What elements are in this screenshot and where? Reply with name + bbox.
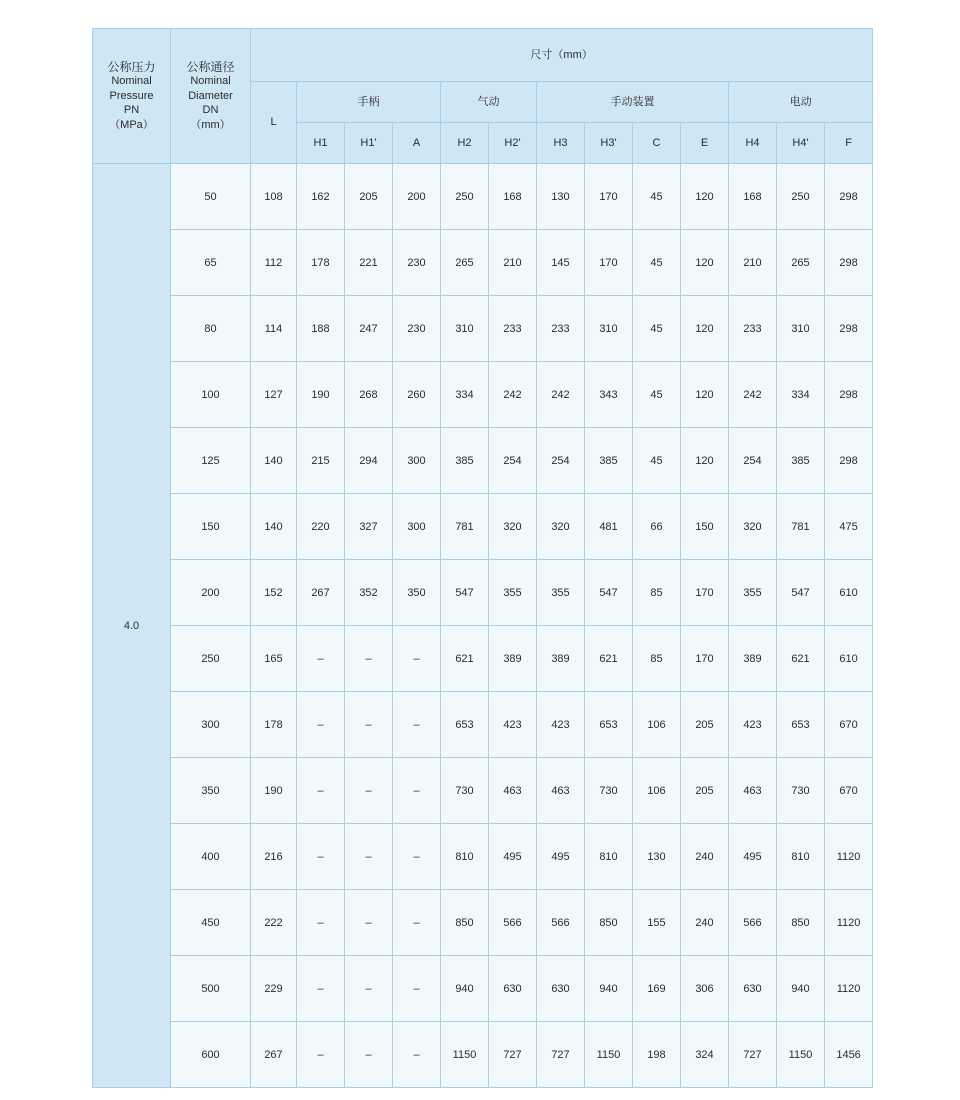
cell-h3: 630 <box>537 956 585 1022</box>
cell-h3p: 810 <box>585 824 633 890</box>
header-sub-h1: H1 <box>297 123 345 164</box>
cell-h3: 566 <box>537 890 585 956</box>
header-sub-e: E <box>681 123 729 164</box>
cell-e: 120 <box>681 230 729 296</box>
cell-h1: – <box>297 956 345 1022</box>
cell-h1p: – <box>345 758 393 824</box>
cell-a: – <box>393 626 441 692</box>
cell-h3p: 940 <box>585 956 633 1022</box>
table-row <box>93 1022 873 1088</box>
header-row-top <box>93 29 873 82</box>
pn-unit: （MPa） <box>109 118 154 131</box>
header-group-manual: 手动装置 <box>537 82 729 123</box>
cell-f: 1120 <box>825 890 873 956</box>
table-row <box>93 626 873 692</box>
cell-l: 112 <box>251 230 297 296</box>
cell-h1: – <box>297 626 345 692</box>
cell-h4p: 621 <box>777 626 825 692</box>
cell-e: 306 <box>681 956 729 1022</box>
cell-c: 45 <box>633 230 681 296</box>
cell-f: 475 <box>825 494 873 560</box>
cell-h2: 334 <box>441 362 489 428</box>
header-group-pneumatic: 气动 <box>441 82 537 123</box>
cell-a: – <box>393 1022 441 1088</box>
cell-h2p: 254 <box>489 428 537 494</box>
cell-c: 66 <box>633 494 681 560</box>
cell-l: 165 <box>251 626 297 692</box>
dn-unit: （mm） <box>190 118 231 131</box>
cell-h4: 210 <box>729 230 777 296</box>
cell-h1: 220 <box>297 494 345 560</box>
pn-label-cn: 公称压力 <box>107 59 156 74</box>
header-sub-c: C <box>633 123 681 164</box>
cell-dn: 80 <box>171 296 251 362</box>
cell-h3: 389 <box>537 626 585 692</box>
dn-label-cn: 公称通径 <box>186 59 235 74</box>
cell-l: 152 <box>251 560 297 626</box>
dn-label-en-2: Diameter <box>188 89 233 102</box>
cell-e: 240 <box>681 824 729 890</box>
cell-h1p: 268 <box>345 362 393 428</box>
cell-a: – <box>393 890 441 956</box>
cell-h2p: 463 <box>489 758 537 824</box>
cell-h2: 781 <box>441 494 489 560</box>
cell-h4p: 310 <box>777 296 825 362</box>
cell-c: 169 <box>633 956 681 1022</box>
cell-h1p: 294 <box>345 428 393 494</box>
cell-h3: 233 <box>537 296 585 362</box>
cell-e: 170 <box>681 626 729 692</box>
cell-h1: – <box>297 1022 345 1088</box>
cell-h3p: 730 <box>585 758 633 824</box>
header-sub-a: A <box>393 123 441 164</box>
cell-f: 298 <box>825 230 873 296</box>
table-row <box>93 428 873 494</box>
cell-h1p: – <box>345 1022 393 1088</box>
cell-h1: 162 <box>297 164 345 230</box>
cell-h1p: 352 <box>345 560 393 626</box>
cell-c: 45 <box>633 362 681 428</box>
cell-dn: 250 <box>171 626 251 692</box>
cell-h4: 495 <box>729 824 777 890</box>
cell-h1p: 247 <box>345 296 393 362</box>
cell-h2p: 630 <box>489 956 537 1022</box>
cell-c: 106 <box>633 758 681 824</box>
cell-h2: 850 <box>441 890 489 956</box>
cell-nominal-pressure: 4.0 <box>93 164 171 1088</box>
cell-h2p: 389 <box>489 626 537 692</box>
table-row <box>93 560 873 626</box>
cell-dn: 100 <box>171 362 251 428</box>
table-row <box>93 494 873 560</box>
cell-h1: 215 <box>297 428 345 494</box>
table-row <box>93 890 873 956</box>
cell-h2p: 242 <box>489 362 537 428</box>
cell-h2: 385 <box>441 428 489 494</box>
cell-f: 298 <box>825 362 873 428</box>
table-row <box>93 824 873 890</box>
cell-h2p: 233 <box>489 296 537 362</box>
cell-l: 178 <box>251 692 297 758</box>
cell-h4: 242 <box>729 362 777 428</box>
cell-h4p: 250 <box>777 164 825 230</box>
cell-dn: 125 <box>171 428 251 494</box>
cell-h3: 495 <box>537 824 585 890</box>
cell-h2p: 566 <box>489 890 537 956</box>
table-head <box>93 29 873 164</box>
cell-dn: 600 <box>171 1022 251 1088</box>
cell-l: 222 <box>251 890 297 956</box>
dn-label-en-1: Nominal <box>190 75 231 88</box>
cell-h4p: 781 <box>777 494 825 560</box>
cell-h3: 355 <box>537 560 585 626</box>
cell-h3: 242 <box>537 362 585 428</box>
cell-h1: 267 <box>297 560 345 626</box>
cell-h1: – <box>297 758 345 824</box>
cell-a: 230 <box>393 230 441 296</box>
cell-h4: 727 <box>729 1022 777 1088</box>
header-sub-h2: H2 <box>441 123 489 164</box>
cell-f: 298 <box>825 428 873 494</box>
cell-h4p: 1150 <box>777 1022 825 1088</box>
cell-h4p: 334 <box>777 362 825 428</box>
cell-c: 45 <box>633 296 681 362</box>
cell-h2p: 168 <box>489 164 537 230</box>
cell-c: 198 <box>633 1022 681 1088</box>
cell-h3p: 170 <box>585 164 633 230</box>
header-nominal-diameter <box>171 29 251 164</box>
table-row <box>93 692 873 758</box>
cell-h2: 621 <box>441 626 489 692</box>
header-sub-h4p: H4' <box>777 123 825 164</box>
cell-e: 120 <box>681 296 729 362</box>
cell-f: 670 <box>825 692 873 758</box>
cell-h4: 566 <box>729 890 777 956</box>
cell-h4p: 810 <box>777 824 825 890</box>
cell-dn: 500 <box>171 956 251 1022</box>
header-sub-h3p: H3' <box>585 123 633 164</box>
cell-l: 127 <box>251 362 297 428</box>
cell-h2p: 423 <box>489 692 537 758</box>
cell-h3p: 850 <box>585 890 633 956</box>
cell-l: 140 <box>251 494 297 560</box>
cell-f: 670 <box>825 758 873 824</box>
cell-e: 150 <box>681 494 729 560</box>
cell-e: 170 <box>681 560 729 626</box>
cell-h2: 810 <box>441 824 489 890</box>
cell-h2: 265 <box>441 230 489 296</box>
table-row <box>93 758 873 824</box>
table-row <box>93 230 873 296</box>
dn-label-en-3: DN <box>202 104 219 117</box>
cell-c: 45 <box>633 164 681 230</box>
cell-h1: – <box>297 824 345 890</box>
cell-c: 106 <box>633 692 681 758</box>
cell-h3p: 547 <box>585 560 633 626</box>
cell-c: 85 <box>633 560 681 626</box>
cell-h2: 250 <box>441 164 489 230</box>
header-sub-h4: H4 <box>729 123 777 164</box>
cell-h4p: 850 <box>777 890 825 956</box>
cell-a: 300 <box>393 494 441 560</box>
cell-f: 610 <box>825 560 873 626</box>
cell-h1p: 327 <box>345 494 393 560</box>
cell-h2: 310 <box>441 296 489 362</box>
cell-h4p: 385 <box>777 428 825 494</box>
cell-a: – <box>393 824 441 890</box>
cell-h2: 1150 <box>441 1022 489 1088</box>
cell-e: 120 <box>681 428 729 494</box>
header-sub-h2p: H2' <box>489 123 537 164</box>
cell-l: 216 <box>251 824 297 890</box>
cell-l: 267 <box>251 1022 297 1088</box>
cell-h3p: 653 <box>585 692 633 758</box>
cell-h1: – <box>297 692 345 758</box>
table-row <box>93 164 873 230</box>
table-body <box>93 164 873 1088</box>
cell-h3p: 481 <box>585 494 633 560</box>
cell-dn: 150 <box>171 494 251 560</box>
cell-h2: 940 <box>441 956 489 1022</box>
cell-h3p: 621 <box>585 626 633 692</box>
pn-label-en-3: PN <box>123 104 140 117</box>
header-sub-h1p: H1' <box>345 123 393 164</box>
cell-h2p: 495 <box>489 824 537 890</box>
cell-h3p: 310 <box>585 296 633 362</box>
dimensions-table <box>92 28 873 1088</box>
cell-e: 205 <box>681 692 729 758</box>
cell-h1: 188 <box>297 296 345 362</box>
header-group-handle: 手柄 <box>297 82 441 123</box>
cell-h3: 727 <box>537 1022 585 1088</box>
header-group-electric: 电动 <box>729 82 873 123</box>
cell-l: 114 <box>251 296 297 362</box>
cell-h4p: 653 <box>777 692 825 758</box>
cell-h4: 630 <box>729 956 777 1022</box>
cell-h3p: 385 <box>585 428 633 494</box>
cell-h3: 145 <box>537 230 585 296</box>
cell-h1p: – <box>345 956 393 1022</box>
cell-e: 240 <box>681 890 729 956</box>
cell-h2p: 727 <box>489 1022 537 1088</box>
cell-c: 155 <box>633 890 681 956</box>
cell-dn: 200 <box>171 560 251 626</box>
header-size-group: 尺寸（mm） <box>251 29 873 82</box>
cell-a: – <box>393 758 441 824</box>
cell-h3: 254 <box>537 428 585 494</box>
cell-h4p: 547 <box>777 560 825 626</box>
cell-h4: 320 <box>729 494 777 560</box>
cell-h4: 355 <box>729 560 777 626</box>
table-row <box>93 296 873 362</box>
cell-a: 230 <box>393 296 441 362</box>
cell-dn: 350 <box>171 758 251 824</box>
cell-f: 1120 <box>825 956 873 1022</box>
cell-dn: 300 <box>171 692 251 758</box>
header-nominal-pressure <box>93 29 171 164</box>
cell-h4: 389 <box>729 626 777 692</box>
cell-h1p: 221 <box>345 230 393 296</box>
cell-h2: 730 <box>441 758 489 824</box>
cell-h1: – <box>297 890 345 956</box>
cell-dn: 65 <box>171 230 251 296</box>
cell-a: 350 <box>393 560 441 626</box>
cell-h4: 254 <box>729 428 777 494</box>
table-row <box>93 956 873 1022</box>
cell-h4: 168 <box>729 164 777 230</box>
cell-h1p: 205 <box>345 164 393 230</box>
cell-dn: 50 <box>171 164 251 230</box>
table-row <box>93 362 873 428</box>
cell-e: 324 <box>681 1022 729 1088</box>
cell-c: 45 <box>633 428 681 494</box>
cell-f: 1120 <box>825 824 873 890</box>
cell-l: 190 <box>251 758 297 824</box>
cell-h3p: 170 <box>585 230 633 296</box>
cell-h3: 463 <box>537 758 585 824</box>
cell-f: 1456 <box>825 1022 873 1088</box>
cell-dn: 400 <box>171 824 251 890</box>
cell-h1p: – <box>345 824 393 890</box>
cell-h3p: 1150 <box>585 1022 633 1088</box>
cell-a: – <box>393 956 441 1022</box>
cell-h2: 653 <box>441 692 489 758</box>
cell-h3p: 343 <box>585 362 633 428</box>
cell-h2p: 320 <box>489 494 537 560</box>
cell-l: 108 <box>251 164 297 230</box>
cell-e: 120 <box>681 164 729 230</box>
cell-e: 205 <box>681 758 729 824</box>
cell-h2p: 210 <box>489 230 537 296</box>
header-sub-f: F <box>825 123 873 164</box>
cell-h4: 233 <box>729 296 777 362</box>
cell-f: 610 <box>825 626 873 692</box>
cell-c: 85 <box>633 626 681 692</box>
cell-a: – <box>393 692 441 758</box>
cell-h1: 178 <box>297 230 345 296</box>
cell-f: 298 <box>825 296 873 362</box>
cell-l: 140 <box>251 428 297 494</box>
cell-h3: 130 <box>537 164 585 230</box>
cell-f: 298 <box>825 164 873 230</box>
cell-h3: 320 <box>537 494 585 560</box>
cell-h2p: 355 <box>489 560 537 626</box>
cell-c: 130 <box>633 824 681 890</box>
cell-h4: 463 <box>729 758 777 824</box>
cell-h1p: – <box>345 890 393 956</box>
cell-dn: 450 <box>171 890 251 956</box>
cell-h4: 423 <box>729 692 777 758</box>
cell-e: 120 <box>681 362 729 428</box>
header-sub-h3: H3 <box>537 123 585 164</box>
cell-h4p: 940 <box>777 956 825 1022</box>
header-col-l: L <box>251 82 297 164</box>
cell-h4p: 265 <box>777 230 825 296</box>
cell-h1p: – <box>345 692 393 758</box>
cell-h4p: 730 <box>777 758 825 824</box>
cell-a: 300 <box>393 428 441 494</box>
cell-h1: 190 <box>297 362 345 428</box>
cell-a: 260 <box>393 362 441 428</box>
cell-a: 200 <box>393 164 441 230</box>
cell-h1p: – <box>345 626 393 692</box>
cell-h2: 547 <box>441 560 489 626</box>
cell-l: 229 <box>251 956 297 1022</box>
pn-label-en-1: Nominal <box>111 75 152 88</box>
cell-h3: 423 <box>537 692 585 758</box>
pn-label-en-2: Pressure <box>109 89 154 102</box>
